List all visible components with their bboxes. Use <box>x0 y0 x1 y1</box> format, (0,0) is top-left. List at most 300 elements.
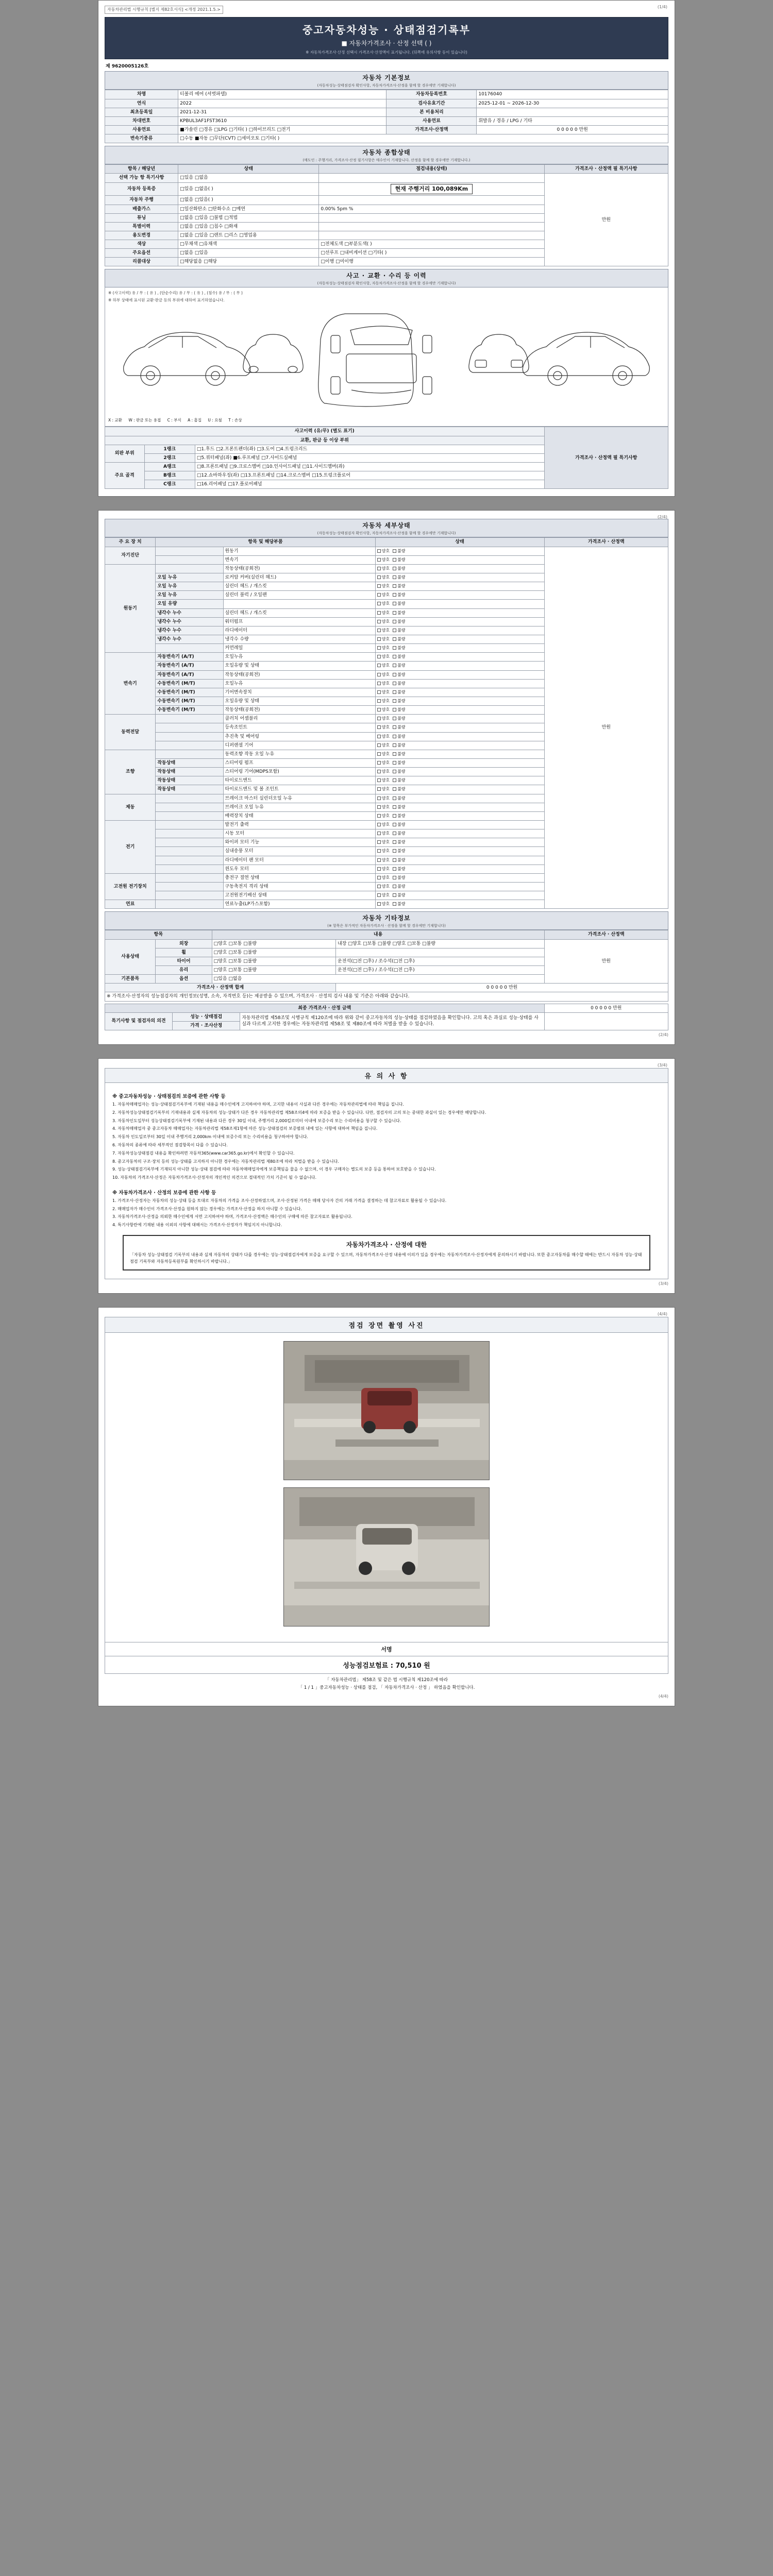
detail-state-options[interactable] <box>375 856 544 865</box>
detail-state-checkbox[interactable]: 양호 <box>377 725 390 731</box>
checkbox-icon <box>377 593 381 597</box>
detail-state-checkbox[interactable]: 불량 <box>393 778 405 784</box>
checkbox-icon <box>393 575 396 579</box>
parts-title: 교환, 판금 등 이상 부위 <box>105 436 545 445</box>
column-header: 주 요 장 치 <box>105 538 156 547</box>
field-value: 2021-12-31 <box>178 108 386 116</box>
checkbox-icon <box>393 602 396 605</box>
mileage-value: 현재 주행거리 100,089Km <box>391 184 473 195</box>
detail-state-options[interactable] <box>375 600 544 608</box>
field-value: KPBUL3AF1FST3610 <box>178 116 386 125</box>
detail-item-label: 타이로드엔드 <box>223 776 375 785</box>
detail-state-options[interactable] <box>375 829 544 838</box>
detail-state-checkbox[interactable]: 양호 <box>377 611 390 616</box>
detail-state-checkbox[interactable]: 양호 <box>377 760 390 766</box>
checkbox-icon <box>377 876 381 879</box>
column-header: 내용 <box>212 930 544 939</box>
detail-state-checkbox[interactable]: 양호 <box>377 902 390 907</box>
detail-price-cell: 만원 <box>544 547 668 909</box>
detail-state-options[interactable] <box>375 688 544 697</box>
page-1 <box>98 0 675 497</box>
section-accident-title: 사고 · 교환 · 수리 등 이력 <box>346 272 427 280</box>
detail-subgroup-label: 수동변속기 (M/T) <box>156 688 223 697</box>
notice-item-2: 4. 특기사항란에 기재된 내용 이외의 사항에 대해서는 가격조사·산정자가 책임지지 아니합니다. <box>112 1223 282 1228</box>
accident-note-2: ※ 하부 상태에 표시된 교환·판금 등의 부위에 대하여 표기하였습니다. <box>108 297 225 302</box>
detail-state-options[interactable] <box>375 891 544 900</box>
detail-state-checkbox[interactable]: 불량 <box>393 760 405 766</box>
detail-state-options[interactable] <box>375 626 544 635</box>
detail-subgroup-label: 자동변속기 (A/T) <box>156 670 223 679</box>
detail-state-options[interactable] <box>375 723 544 732</box>
field-label: 본 비용처리 <box>386 108 477 116</box>
detail-state-checkbox[interactable]: 불량 <box>393 752 405 757</box>
checkbox-icon <box>393 752 396 756</box>
detail-state-options[interactable] <box>375 644 544 653</box>
detail-item-label: 발전기 출력 <box>223 820 375 829</box>
detail-state-options[interactable] <box>375 820 544 829</box>
warning-body: 「자동차 성능·상태점검 기록부의 내용과 실제 자동차의 상태가 다를 경우에는 성능·상태점검자에게 보증을 요구할 수 있으며, 자동차가격조사·산정 내용에 이의가 있을 경우에는 자동차가격조사·산정자에게 문의하시기 바랍니다. 또한 중고자동차를 매수할 때에는 반드시 자동차 성능·상태점검 기록부와 자동차등록원부를 확인하시기 바랍니다.」 <box>130 1252 642 1264</box>
detail-state-checkbox[interactable]: 불량 <box>393 663 405 669</box>
detail-state-checkbox[interactable]: 양호 <box>377 858 390 863</box>
detail-state-checkbox[interactable]: 불량 <box>393 690 405 696</box>
detail-state-checkbox[interactable]: 불량 <box>393 840 405 845</box>
checkbox-icon <box>393 849 396 853</box>
detail-item-label: 오일누유 <box>223 653 375 662</box>
detail-state-checkbox[interactable]: 양호 <box>377 778 390 784</box>
table-row <box>105 134 668 143</box>
detail-state-options[interactable] <box>375 547 544 555</box>
detail-item-label: 브레이크 마스터 실린더오일 누유 <box>223 794 375 803</box>
section-accident-head <box>105 269 668 287</box>
final-price-value: 0 0 0 0 0 만원 <box>544 1004 668 1012</box>
detail-state-checkbox[interactable]: 양호 <box>377 699 390 704</box>
detail-state-options[interactable] <box>375 882 544 891</box>
checkbox-icon <box>377 814 381 818</box>
notice-item: 7. 자동차성능상태점검 내용을 확인하려면 자동차365(www.car365.go.kr)에서 확인할 수 있습니다. <box>112 1150 295 1156</box>
detail-state-checkbox[interactable]: 양호 <box>377 601 390 607</box>
detail-item-label: 구동축전지 격리 상태 <box>223 882 375 891</box>
detail-state-options[interactable] <box>375 697 544 706</box>
detail-state-checkbox[interactable]: 양호 <box>377 646 390 651</box>
detail-subgroup-label <box>156 803 223 811</box>
checkbox-icon <box>377 602 381 605</box>
detail-state-options[interactable] <box>375 873 544 882</box>
detail-state-checkbox[interactable]: 불량 <box>393 769 405 775</box>
detail-state-checkbox[interactable]: 양호 <box>377 637 390 642</box>
detail-item-label: 실린더 헤드 / 개스킷 <box>223 608 375 617</box>
checkbox-icon <box>393 655 396 658</box>
fuel-options: ■가솔린 □경유 □LPG □기타( ) □하이브리드 □전기 <box>178 125 386 134</box>
detail-state-options[interactable] <box>375 776 544 785</box>
detail-item-label: 등속조인트 <box>223 723 375 732</box>
detail-state-options[interactable] <box>375 617 544 626</box>
transmission-options: □수동 ■자동 □무단(CVT) □세미오토 □기타( ) <box>178 134 668 143</box>
row-state: □없음 □있음 <box>178 249 319 258</box>
detail-state-options[interactable] <box>375 785 544 794</box>
checkbox-icon <box>377 858 381 862</box>
remarks-col-price: 가격 · 조사산정 <box>173 1021 240 1030</box>
column-header: 상태 <box>375 538 544 547</box>
detail-state-checkbox[interactable]: 불량 <box>393 858 405 863</box>
detail-state-checkbox[interactable]: 양호 <box>377 549 390 554</box>
warning-box <box>123 1235 650 1270</box>
detail-state-checkbox[interactable]: 불량 <box>393 725 405 731</box>
usage-group-label: 사용상태 <box>105 939 156 975</box>
checkbox-icon <box>377 646 381 650</box>
detail-state-checkbox[interactable]: 불량 <box>393 549 405 554</box>
checkbox-icon <box>377 761 381 765</box>
column-header: 가격조사 · 산정액 <box>544 930 668 939</box>
detail-state-checkbox[interactable]: 불량 <box>393 867 405 872</box>
detail-item-label: 로커암 커버(실린더 헤드) <box>223 573 375 582</box>
notice-item: 1. 자동차매매업자는 성능·상태점검기록부에 기재된 내용을 매수인에게 고지하여야 하며, 고지한 내용이 사실과 다른 경우에는 자동차관리법에 따라 책임을 집니다. <box>112 1101 404 1107</box>
table-row <box>105 116 668 125</box>
detail-state-checkbox[interactable]: 불량 <box>393 875 405 881</box>
document-subtitle: ■ 자동차가격조사 · 산정 선택 ( ) <box>341 40 432 47</box>
checkbox-icon <box>377 823 381 826</box>
price-note-cell: 만원 <box>544 174 668 266</box>
detail-state-checkbox[interactable]: 불량 <box>393 902 405 907</box>
detail-group-label: 제동 <box>105 794 156 820</box>
detail-state-options[interactable] <box>375 670 544 679</box>
checkbox-icon <box>393 743 396 747</box>
section-other-title: 자동차 기타정보 <box>362 914 411 922</box>
detail-state-checkbox[interactable]: 양호 <box>377 716 390 722</box>
detail-state-checkbox[interactable]: 양호 <box>377 566 390 572</box>
checkbox-icon <box>393 893 396 897</box>
checkbox-icon <box>393 690 396 694</box>
row-detail: 운전석(□전 □후) / 조수석(□전 □후) <box>336 965 544 974</box>
row-detail: □전체도색 □부분도색( ) <box>319 240 544 249</box>
legend-item: C : 부식 <box>167 418 181 423</box>
detail-subgroup-label <box>156 891 223 900</box>
detail-subgroup-label: 오일 유량 <box>156 600 223 608</box>
detail-state-checkbox[interactable]: 양호 <box>377 663 390 669</box>
detail-state-options[interactable] <box>375 715 544 723</box>
document-banner <box>105 17 668 59</box>
detail-state-checkbox[interactable]: 불량 <box>393 619 405 625</box>
notice-item: 10. 자동차의 가격조사·산정은 자동차가격조사·산정자의 개인적인 의견으로 절대적인 가치 기준이 될 수 없습니다. <box>112 1175 317 1180</box>
page-code-4b: (4/4) <box>658 1693 668 1699</box>
checkbox-icon <box>393 770 396 773</box>
field-label: 변속기종류 <box>105 134 178 143</box>
detail-subgroup-label: 냉각수 누수 <box>156 626 223 635</box>
column-header: 상태 <box>178 165 319 174</box>
checkbox-icon <box>393 629 396 632</box>
detail-state-checkbox[interactable]: 불량 <box>393 628 405 634</box>
detail-group-label: 연료 <box>105 900 156 909</box>
detail-item-label: 동력조향 작동 오일 누유 <box>223 750 375 758</box>
detail-state-checkbox[interactable]: 불량 <box>393 805 405 810</box>
detail-state-checkbox[interactable]: 불량 <box>393 884 405 890</box>
checkbox-icon <box>393 646 396 650</box>
section-overall-title: 자동차 종합상태 <box>362 149 411 157</box>
checkbox-icon <box>393 584 396 588</box>
accident-parts-table <box>105 427 668 489</box>
parts-rank-label: 2랭크 <box>144 453 195 462</box>
field-value: 휘발유 / 경유 / LPG / 기타 <box>477 116 668 125</box>
detail-item-label: 워터펌프 <box>223 617 375 626</box>
checkbox-icon <box>393 796 396 800</box>
photo-section-body <box>105 1333 668 1642</box>
detail-state-table <box>105 537 668 909</box>
detail-subgroup-label <box>156 865 223 873</box>
row-detail <box>336 948 544 957</box>
detail-state-options[interactable] <box>375 635 544 644</box>
section-basic-info-title: 자동차 기본정보 <box>362 74 411 82</box>
checkbox-icon <box>377 725 381 729</box>
detail-subgroup-label: 자동변속기 (A/T) <box>156 662 223 670</box>
detail-state-options[interactable] <box>375 768 544 776</box>
checkbox-icon <box>393 593 396 597</box>
detail-state-checkbox[interactable]: 양호 <box>377 867 390 872</box>
section-other-sub: (※ 항목은 부가적인 자동차가격조사 · 산정을 함께 할 경우에만 기재합니다) <box>327 924 446 928</box>
document-title: 중고자동차성능 · 상태점검기록부 <box>302 24 470 37</box>
detail-item-label: 작동상태(공회전) <box>223 670 375 679</box>
detail-state-checkbox[interactable]: 양호 <box>377 584 390 589</box>
detail-item-label: 원동기 <box>223 547 375 555</box>
checkbox-icon <box>393 778 396 782</box>
detail-state-checkbox[interactable]: 불량 <box>393 654 405 660</box>
diagram-legend <box>108 417 665 423</box>
checkbox-icon <box>393 708 396 711</box>
checkbox-icon <box>393 620 396 623</box>
price-note-cell: 만원 <box>544 939 668 984</box>
checkbox-icon <box>393 902 396 906</box>
detail-state-checkbox[interactable]: 불량 <box>393 637 405 642</box>
checkbox-icon <box>393 664 396 667</box>
row-label: 배출가스 <box>105 205 178 213</box>
detail-state-checkbox[interactable]: 불량 <box>393 849 405 854</box>
parts-items: □8.프론트패널 □9.크로스멤버 □10.인사이드패널 □11.사이드멤버(좌) <box>195 463 544 471</box>
checkbox-icon <box>393 761 396 765</box>
detail-state-checkbox[interactable]: 양호 <box>377 796 390 802</box>
checkbox-icon <box>393 637 396 641</box>
checkbox-icon <box>377 611 381 615</box>
row-state: □해당없음 □해당 <box>178 258 319 266</box>
parts-group-label: 주요 골격 <box>105 463 145 489</box>
detail-subgroup-label: 자동변속기 (A/T) <box>156 653 223 662</box>
detail-state-checkbox[interactable]: 불량 <box>393 681 405 687</box>
detail-state-checkbox[interactable]: 불량 <box>393 893 405 899</box>
detail-state-options[interactable] <box>375 900 544 909</box>
detail-state-checkbox[interactable]: 불량 <box>393 601 405 607</box>
detail-subgroup-label <box>156 750 223 758</box>
detail-state-options[interactable] <box>375 750 544 758</box>
detail-state-checkbox[interactable]: 양호 <box>377 805 390 810</box>
detail-state-checkbox[interactable]: 양호 <box>377 681 390 687</box>
photo-section-title: 점검 장면 촬영 사진 <box>105 1317 668 1333</box>
section-basic-info-sub: (자동차성능·상태점검자 확인사항, 자동차가격조사·산정을 함께 할 경우에만 기재합니다) <box>317 83 456 88</box>
detail-state-checkbox[interactable]: 양호 <box>377 752 390 757</box>
detail-state-checkbox[interactable]: 불량 <box>393 831 405 837</box>
detail-state-options[interactable] <box>375 706 544 715</box>
detail-state-options[interactable] <box>375 732 544 741</box>
field-label: 차명 <box>105 90 178 99</box>
detail-state-checkbox[interactable]: 불량 <box>393 611 405 616</box>
checkbox-icon <box>377 567 381 570</box>
checkbox-icon <box>377 717 381 720</box>
table-row <box>105 99 668 108</box>
detail-state-checkbox[interactable]: 양호 <box>377 814 390 819</box>
row-label: 자동차 등록증 <box>105 182 178 196</box>
detail-group-label: 조향 <box>105 750 156 794</box>
row-state: □있음 □없음 <box>212 975 544 984</box>
detail-state-checkbox[interactable]: 양호 <box>377 884 390 890</box>
detail-state-checkbox[interactable]: 양호 <box>377 557 390 563</box>
detail-state-options[interactable] <box>375 582 544 591</box>
other-info-table <box>105 930 668 1001</box>
detail-state-checkbox[interactable]: 양호 <box>377 619 390 625</box>
checkbox-icon <box>377 558 381 562</box>
page-code-1: (1/4) <box>657 5 667 9</box>
field-value: 2022 <box>178 99 386 108</box>
page-4 <box>98 1307 675 1706</box>
detail-state-options[interactable] <box>375 803 544 811</box>
detail-state-checkbox[interactable]: 불량 <box>393 672 405 678</box>
column-header: 가격조사 · 산정액 필 특기사항 <box>544 165 668 174</box>
row-state: □있음 □없음 <box>178 174 319 182</box>
detail-state-checkbox[interactable]: 불량 <box>393 584 405 589</box>
detail-state-checkbox[interactable]: 불량 <box>393 716 405 722</box>
field-label: 자동차등록번호 <box>386 90 477 99</box>
detail-state-options[interactable] <box>375 741 544 750</box>
detail-state-options[interactable] <box>375 811 544 820</box>
detail-state-checkbox[interactable]: 양호 <box>377 831 390 837</box>
field-label: 최초등록일 <box>105 108 178 116</box>
table-row <box>105 547 668 555</box>
detail-subgroup-label: 냉각수 누수 <box>156 617 223 626</box>
row-state: □양호 □보통 □불량 <box>212 948 335 957</box>
detail-state-checkbox[interactable]: 양호 <box>377 690 390 696</box>
detail-state-checkbox[interactable]: 불량 <box>393 796 405 802</box>
checkbox-icon <box>377 637 381 641</box>
detail-state-checkbox[interactable]: 양호 <box>377 822 390 828</box>
detail-state-options[interactable] <box>375 591 544 600</box>
table-row <box>105 108 668 116</box>
car-diagram-svg <box>108 304 665 413</box>
detail-state-checkbox[interactable]: 불량 <box>393 787 405 792</box>
row-state: □있음 □없음( ) <box>178 182 319 196</box>
detail-state-options[interactable] <box>375 865 544 873</box>
detail-state-options[interactable] <box>375 758 544 767</box>
accident-note-1: ※ (사고이력) 유 / 무 : ( 유 ) , (단순수리) 유 / 무 : ( 유 ) , (침수) 유 / 무 : ( 무 ) <box>108 291 243 296</box>
detail-state-options[interactable] <box>375 653 544 662</box>
detail-subgroup-label <box>156 829 223 838</box>
detail-subgroup-label: 작동상태 <box>156 758 223 767</box>
section-other-head <box>105 911 668 930</box>
detail-state-checkbox[interactable]: 불량 <box>393 592 405 598</box>
detail-state-options[interactable] <box>375 847 544 856</box>
detail-state-checkbox[interactable]: 불량 <box>393 822 405 828</box>
detail-state-checkbox[interactable]: 양호 <box>377 734 390 740</box>
warning-title: 자동차가격조사 · 산정에 대한 <box>346 1241 427 1249</box>
page-code-2: (2/4) <box>657 515 667 520</box>
detail-state-options[interactable] <box>375 794 544 803</box>
parts-rank-label: C랭크 <box>144 480 195 489</box>
row-state: □양호 □보통 □불량 <box>212 939 335 948</box>
parts-group-label: 외판 부위 <box>105 445 145 462</box>
detail-subgroup-label <box>156 564 223 573</box>
detail-item-label: 타이로드엔드 및 볼 조인트 <box>223 785 375 794</box>
row-detail: □이행 □미이행 <box>319 258 544 266</box>
detail-state-checkbox[interactable]: 불량 <box>393 557 405 563</box>
detail-state-checkbox[interactable]: 불량 <box>393 743 405 749</box>
field-label: 검사유효기간 <box>386 99 477 108</box>
detail-subgroup-label <box>156 644 223 653</box>
detail-item-label: 클러치 어셈블리 <box>223 715 375 723</box>
detail-state-options[interactable] <box>375 608 544 617</box>
notice-item: 8. 중고자동차의 구조·장치 등의 성능·상태를 고지하지 아니한 경우에는 자동차관리법 제80조에 따라 처벌을 받을 수 있습니다. <box>112 1159 339 1164</box>
row-detail: □선루프 □내비게이션 □기타( ) <box>319 249 544 258</box>
detail-state-checkbox[interactable]: 불량 <box>393 734 405 740</box>
checkbox-icon <box>377 752 381 756</box>
detail-state-checkbox[interactable]: 불량 <box>393 814 405 819</box>
field-value: 티볼리 에어 (셔벗파델) <box>178 90 386 99</box>
detail-item-label: 충전구 절연 상태 <box>223 873 375 882</box>
detail-state-checkbox[interactable]: 양호 <box>377 707 390 713</box>
detail-state-checkbox[interactable]: 양호 <box>377 743 390 749</box>
row-detail-label: 내장 <box>338 941 347 946</box>
detail-item-label: 고전원전기배선 상태 <box>223 891 375 900</box>
detail-item-label: 실내송풍 모터 <box>223 847 375 856</box>
detail-state-checkbox[interactable]: 양호 <box>377 787 390 792</box>
detail-state-options[interactable] <box>375 662 544 670</box>
field-label: 사용연료 <box>386 116 477 125</box>
parts-items: □16.리어패널 □17.플로어패널 <box>195 480 544 489</box>
section-overall-sub: (매도인 : 주행거리, 가격조사·산정 필기사항은 매수인이 기재합니다. 산정을 함께 할 경우에만 기재합니다.) <box>303 158 470 163</box>
detail-state-checkbox[interactable]: 양호 <box>377 849 390 854</box>
checkbox-icon <box>393 735 396 738</box>
row-label: 주요옵션 <box>105 249 178 258</box>
parts-items: □1.후드 □2.프론트펜더(좌) □3.도어 □4.트렁크리드 <box>195 445 544 453</box>
detail-state-options[interactable] <box>375 564 544 573</box>
detail-state-checkbox[interactable]: 양호 <box>377 893 390 899</box>
detail-item-label <box>223 600 375 608</box>
notice-item: 9. 성능·상태점검기록부에 기재되지 아니한 성능·상태 점검에 따라 자동차매매업자에게 보증책임을 물을 수 없으며, 이 경우 구매자는 별도의 보증 등을 통하여 보호받을 수 있습니다. <box>112 1167 436 1172</box>
detail-state-checkbox[interactable]: 양호 <box>377 672 390 678</box>
detail-item-label: 실린더 헤드 / 개스킷 <box>223 582 375 591</box>
detail-state-checkbox[interactable]: 불량 <box>393 646 405 651</box>
detail-state-options[interactable] <box>375 555 544 564</box>
detail-state-checkbox[interactable]: 양호 <box>377 654 390 660</box>
detail-item-label: 라디에이터 팬 모터 <box>223 856 375 865</box>
detail-state-checkbox[interactable]: 양호 <box>377 575 390 581</box>
price-note-header: 가격조사 · 산정액 필 특기사항 <box>544 427 668 489</box>
detail-state-checkbox[interactable]: 불량 <box>393 575 405 581</box>
detail-state-options[interactable] <box>375 573 544 582</box>
detail-state-checkbox[interactable]: 불량 <box>393 699 405 704</box>
parts-items: □12.쇼바하우징(좌) □13.프론트패널 □14.크로스멤버 □15.트렁크플로어 <box>195 471 544 480</box>
field-value: 10176040 <box>477 90 668 99</box>
remarks-body: 자동차관리법 제58조및 시행규칙 제120조에 따라 위와 같이 중고자동차의 성능·상태를 점검하였음을 확인합니다. 고의 혹은 과실로 성능·상태를 사실과 다르게 고지한 경우에는 자동차관리법 제58조 및 제80조에 따라 처벌을 받을 수 있습니다. <box>240 1012 544 1030</box>
checkbox-icon <box>393 805 396 809</box>
notice-item-2: 1. 가격조사·산정자는 자동차의 성능·상태 등을 토대로 자동차의 가격을 조사·산정하였으며, 조사·산정된 가격은 매매 당사자 간의 거래 가격을 결정하는 데 참고자료로 활용될 수 있습니다. <box>112 1198 447 1203</box>
detail-state-checkbox[interactable]: 불량 <box>393 707 405 713</box>
checkbox-icon <box>377 867 381 871</box>
detail-state-options[interactable] <box>375 838 544 847</box>
detail-state-checkbox[interactable]: 양호 <box>377 840 390 845</box>
detail-state-checkbox[interactable]: 양호 <box>377 875 390 881</box>
section-basic-info-head <box>105 71 668 90</box>
detail-state-checkbox[interactable]: 양호 <box>377 769 390 775</box>
detail-state-checkbox[interactable]: 불량 <box>393 566 405 572</box>
detail-state-checkbox[interactable]: 양호 <box>377 628 390 634</box>
checkbox-icon <box>377 629 381 632</box>
detail-state-options[interactable] <box>375 679 544 688</box>
detail-state-checkbox[interactable]: 양호 <box>377 592 390 598</box>
detail-item-label: 배력장치 상태 <box>223 811 375 820</box>
